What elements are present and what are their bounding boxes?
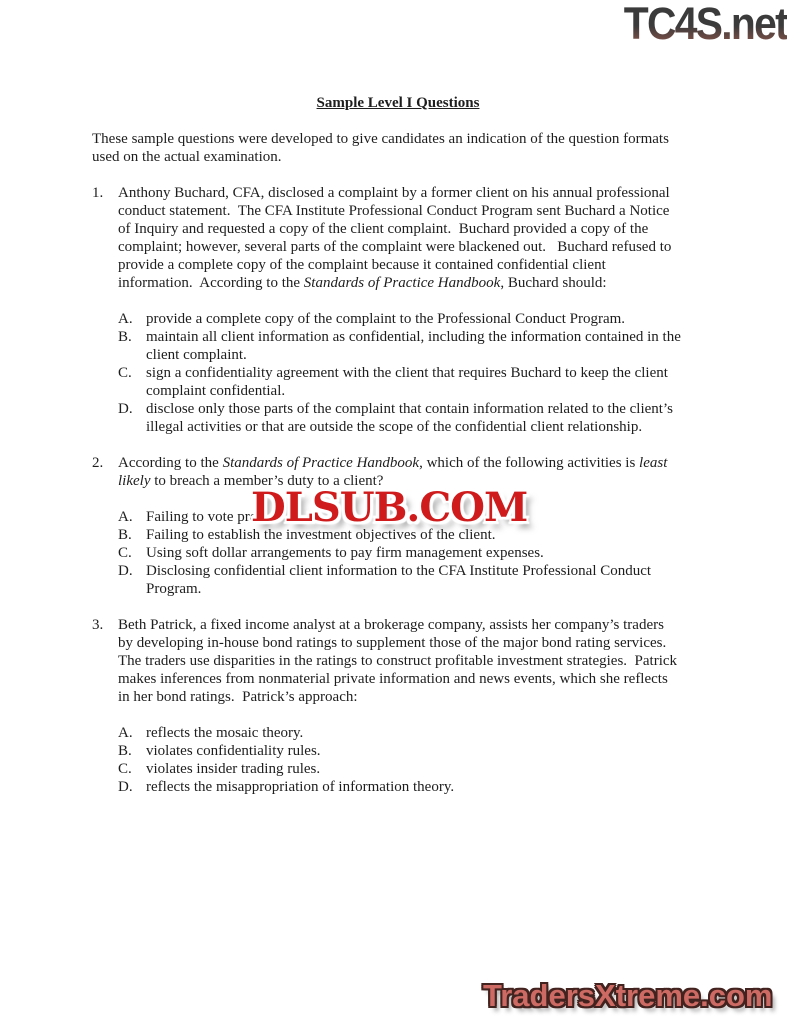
option-label: B.	[118, 743, 132, 759]
question-3-option-d	[118, 778, 704, 796]
question-2-number: 2.	[92, 455, 104, 471]
option-text: Failing to vote prox	[146, 509, 265, 525]
question-1-options	[118, 310, 704, 436]
question-1-option-d	[118, 400, 704, 436]
option-label: D.	[118, 401, 133, 417]
question-1-option-b	[118, 328, 704, 364]
option-text: reflects the mosaic theory.	[146, 725, 304, 741]
option-label: A.	[118, 509, 133, 525]
option-text: provide a complete copy of the complaint to the Professional Conduct Program.	[146, 311, 626, 327]
document-content	[92, 94, 704, 796]
tradersxtreme-watermark: TradersXtreme.com	[483, 978, 773, 1013]
option-text: reflects the misappropriation of information theory.	[146, 779, 455, 795]
page-title: Sample Level I Questions	[316, 95, 480, 111]
question-2-option-c	[118, 544, 704, 562]
option-text: violates confidentiality rules.	[146, 743, 321, 759]
option-text: violates insider trading rules.	[146, 761, 321, 777]
option-text: sign a confidentiality agreement with the client that requires Buchard to keep the client complaint confidential.	[146, 365, 668, 399]
question-3	[92, 616, 704, 796]
option-label: C.	[118, 545, 132, 561]
option-label: D.	[118, 779, 133, 795]
option-label: C.	[118, 761, 132, 777]
option-label: C.	[118, 365, 132, 381]
dlsub-watermark: DLSUB.COM	[251, 484, 528, 531]
question-1-option-c	[118, 364, 704, 400]
question-1-stem: Anthony Buchard, CFA, disclosed a complaint by a former client on his annual professional conduct statement. The CFA Institute Professional Conduct Program sent Buchard a Notice of Inquiry and requested a copy of the client complaint. Buchard provided a copy of the complaint; however, several parts of the complaint were blackened out. Buchard refused to provide a complete copy of the complaint because it contained confidential client information. According to the Standards of Practice Handbook, Buchard should:	[118, 185, 672, 291]
option-label: A.	[118, 311, 133, 327]
option-text: disclose only those parts of the complaint that contain information related to the client’s illegal activities or that are outside the scope of the confidential client relationship.	[146, 401, 673, 435]
question-1-option-a	[118, 310, 704, 328]
question-3-option-c	[118, 760, 704, 778]
option-text: maintain all client information as confidential, including the information contained in the client complaint.	[146, 329, 681, 363]
question-3-stem: Beth Patrick, a fixed income analyst at a brokerage company, assists her company’s traders by developing in-house bond ratings to supplement those of the major bond rating services. The traders use disparities in the ratings to construct profitable investment strategies. Patrick makes inferences from nonmaterial private information and news events, which she reflects in her bond ratings. Patrick’s approach:	[118, 617, 678, 705]
question-3-option-a	[118, 724, 704, 742]
option-label: D.	[118, 563, 133, 579]
question-3-number: 3.	[92, 617, 104, 633]
question-3-options	[118, 724, 704, 796]
option-text: Failing to establish the investment objectives of the client.	[146, 527, 496, 543]
question-3-option-b	[118, 742, 704, 760]
tc4s-watermark-logo: TC4S.net	[623, 0, 787, 50]
question-2-stem: According to the Standards of Practice Handbook, which of the following activities is least likely to breach a member’s duty to a client?	[118, 455, 668, 489]
option-label: B.	[118, 329, 132, 345]
option-text: Disclosing confidential client information to the CFA Institute Professional Conduct Program.	[146, 563, 652, 597]
option-label: B.	[118, 527, 132, 543]
question-1	[92, 184, 704, 436]
question-1-number: 1.	[92, 185, 104, 201]
intro-paragraph: These sample questions were developed to give candidates an indication of the question formats used on the actual examination.	[92, 131, 669, 165]
option-text: Using soft dollar arrangements to pay firm management expenses.	[146, 545, 544, 561]
question-2-option-d	[118, 562, 704, 598]
option-label: A.	[118, 725, 133, 741]
